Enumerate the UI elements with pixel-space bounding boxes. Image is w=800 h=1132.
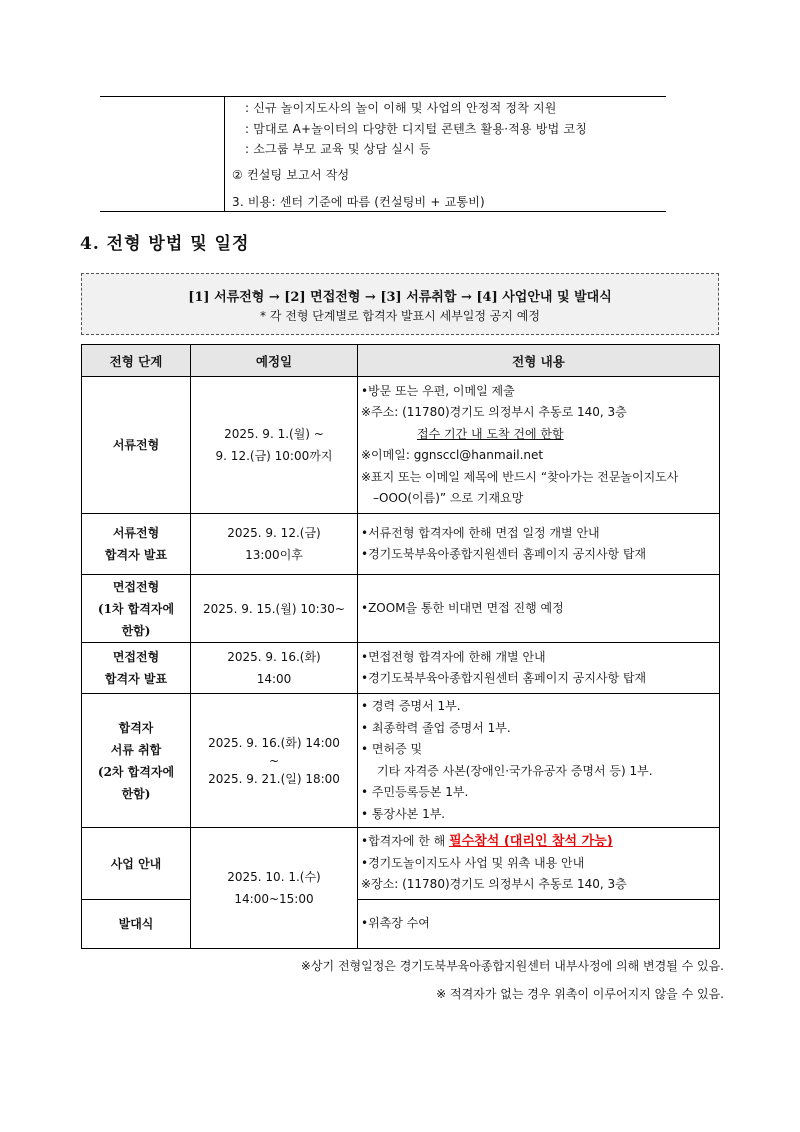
date-text: 2025. 10. 1.(수) [227,870,321,884]
date-text: 2025. 9. 21.(일) 18:00 [208,771,340,786]
deadline-note: 접수 기간 내 도착 건에 한함 [417,426,564,441]
stage-text: (2차 합격자에 [97,764,175,779]
document-item: • 통장사본 1부. [361,806,446,821]
date-text: ~ [268,753,280,768]
consulting-details-box [100,96,666,212]
content-line: •면접전형 합격자에 한해 개별 안내 [361,649,546,664]
schedule-change-note: ※상기 전형일정은 경기도북부육아종합지원센터 내부사정에 의해 변경될 수 있음. [300,959,724,973]
content-line: ※표지 또는 이메일 제목에 반드시 “찾아가는 전문놀이지도사 [361,469,679,484]
selection-flow-box [81,273,719,335]
date-text: 13:00이후 [245,548,303,562]
selection-flow-steps: [1] 서류전형 → [2] 면접전형 → [3] 서류취합 → [4] 사업안내 및 발대식 [188,290,612,305]
schedule-table [81,344,720,949]
stage-cell [82,900,191,949]
stage-cell [82,575,191,643]
stage-text: 한함) [121,786,151,801]
email-line: ※이메일: ggnsccl@hanmail.net [361,448,544,462]
address-line: ※주소: (11780)경기도 의정부시 추동로 140, 3층 [361,405,627,419]
stage-text: 합격자 발표 [104,548,168,562]
content-line: •경기도놀이지도사 사업 및 위촉 내용 안내 [361,855,585,870]
table-row [82,694,720,828]
date-text: 2025. 9. 15.(월) 10:30~ [203,601,345,616]
header-content: 전형 내용 [358,345,720,377]
header-stage: 전형 단계 [82,345,191,377]
table-row [82,828,720,900]
stage-text: 면접전형 [112,579,160,594]
content-line [361,831,716,853]
stage-cell [82,514,191,575]
date-cell [191,694,358,828]
date-cell [191,514,358,575]
table-row [82,900,720,949]
document-item: 기타 자격증 사본(장애인·국가유공자 증명서 등) 1부. [377,763,653,778]
content-cell [358,575,720,643]
content-line: •ZOOM을 통한 비대면 면접 진행 예정 [361,600,564,615]
consulting-left-cell [100,97,225,211]
content-line: •방문 또는 우편, 이메일 제출 [361,383,515,398]
document-item: • 최종학력 졸업 증명서 1부. [361,720,511,735]
content-cell [358,377,720,514]
stage-text: 면접전형 [112,650,160,664]
stage-text: 서류전형 [112,526,160,540]
consulting-line: : 소그룹 부모 교육 및 상담 실시 등 [245,142,431,156]
stage-cell [82,377,191,514]
table-row [82,643,720,694]
consulting-report-line: ② 컨설팅 보고서 작성 [232,168,350,182]
stage-text: 발대식 [118,917,154,931]
date-text: 14:00~15:00 [234,892,314,906]
consulting-line: : 신규 놀이지도사의 놀이 이해 및 사업의 안정적 정착 지원 [245,101,557,115]
stage-text: (1차 합격자에 [97,601,175,616]
header-date: 예정일 [191,345,358,377]
content-text: •합격자에 한 해 [361,834,450,849]
date-text: 9. 12.(금) 10:00까지 [215,449,333,463]
table-row [82,514,720,575]
content-cell [358,900,720,949]
stage-cell [82,643,191,694]
venue-line: ※장소: (11780)경기도 의정부시 추동로 140, 3층 [361,877,627,892]
content-line: •경기도북부육아종합지원센터 홈페이지 공지사항 탑재 [361,671,647,685]
content-line: •위촉장 수여 [361,916,430,931]
content-cell [358,694,720,828]
date-text: 2025. 9. 12.(금) [227,526,321,540]
consulting-line: : 맘대로 A+놀이터의 다양한 디지털 콘텐츠 활용·적용 방법 코칭 [245,122,588,136]
date-text: 2025. 9. 16.(화) 14:00 [208,735,340,750]
table-row [82,377,720,514]
content-line: •경기도북부육아종합지원센터 홈페이지 공지사항 탑재 [361,547,647,561]
stage-text: 한함) [121,623,151,638]
content-line: –OOO(이름)” 으로 기재요망 [373,491,524,505]
selection-flow-note: * 각 전형 단계별로 합격자 발표시 세부일정 공지 예정 [260,309,540,323]
stage-text: 서류전형 [112,438,160,452]
date-cell [191,575,358,643]
content-cell [358,643,720,694]
content-line: •서류전형 합격자에 한해 면접 일정 개별 안내 [361,525,600,540]
stage-text: 사업 안내 [110,856,162,871]
section-title: 4. 전형 방법 및 일정 [80,234,250,254]
no-qualified-note: ※ 적격자가 없는 경우 위촉이 이루어지지 않을 수 있음. [436,987,724,1001]
stage-text: 서류 취합 [110,742,162,757]
document-item: • 면허증 및 [361,742,423,756]
content-cell [358,514,720,575]
date-cell [191,377,358,514]
mandatory-attendance-note: 필수참석 (대리인 참석 가능) [449,834,613,850]
content-cell [358,828,720,900]
date-cell [191,643,358,694]
stage-text: 합격자 발표 [104,672,168,686]
date-text: 14:00 [256,672,292,686]
document-item: • 경력 증명서 1부. [361,699,461,713]
consulting-cost-line: 3. 비용: 센터 기준에 따름 (컨설팅비 + 교통비) [232,195,485,209]
stage-text: 합격자 [118,720,154,735]
date-text: 2025. 9. 16.(화) [227,650,321,664]
table-header-row [82,345,720,377]
date-cell [191,828,358,949]
stage-cell [82,828,191,900]
stage-cell [82,694,191,828]
date-text: 2025. 9. 1.(월) ~ [224,427,324,441]
table-row [82,575,720,643]
document-item: • 주민등록등본 1부. [361,785,469,799]
